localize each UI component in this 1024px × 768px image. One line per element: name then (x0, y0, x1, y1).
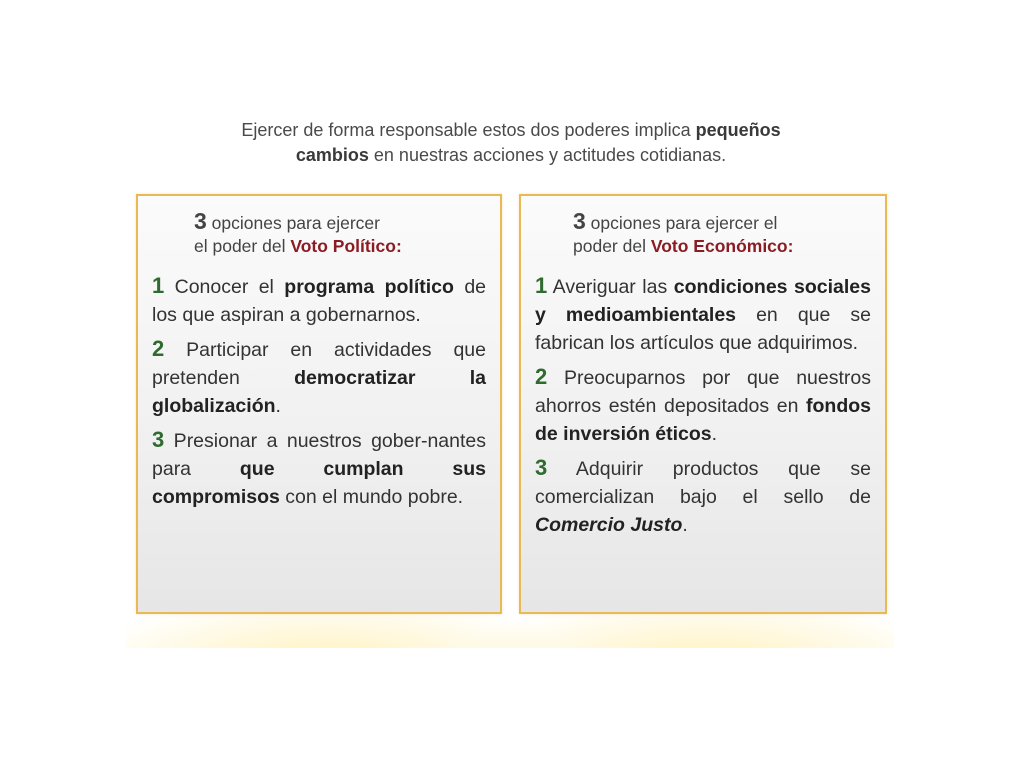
option-item-2 (152, 335, 486, 420)
option-number: 3 (152, 427, 165, 452)
option-text: Participar en actividades que pretenden (152, 339, 486, 389)
panel-voto-economico (519, 194, 887, 614)
option-text-end: con el mundo pobre. (279, 486, 464, 508)
option-text-end: de los que aspiran a gobernarnos. (152, 276, 487, 326)
option-bold: condiciones sociales y medioambientales (535, 276, 871, 326)
option-text-end: . (275, 395, 281, 417)
option-text: Averiguar las (547, 276, 674, 298)
panel-voto-politico (136, 194, 502, 614)
option-bold: que cumplan sus compromisos (152, 458, 486, 508)
intro-pre: Ejercer de forma responsable estos dos poderes implica (241, 120, 696, 140)
option-item-1 (152, 272, 486, 329)
intro-text (166, 118, 856, 168)
option-text-end: . (682, 514, 688, 536)
heading-line-1: opciones para ejercer (206, 213, 380, 233)
heading-highlight: Voto Político: (290, 236, 402, 256)
option-number: 1 (535, 273, 548, 298)
heading-number: 3 (194, 208, 207, 234)
option-text-end: en que se fabrican los artículos que adquirimos. (535, 304, 871, 354)
option-text: Preocuparnos por que nuestros ahorros estén depositados en (535, 367, 871, 417)
intro-post: en nuestras acciones y actitudes cotidianas. (368, 145, 727, 165)
option-text: Presionar a nuestros gober-nantes para (152, 430, 486, 480)
panel-heading (521, 210, 885, 258)
option-number: 2 (152, 336, 165, 361)
option-text: Adquirir productos que se comercializan bajo el sello de (535, 458, 871, 508)
option-number: 2 (535, 364, 548, 389)
option-bold: democratizar la globalización (152, 367, 486, 417)
option-text-end: . (711, 423, 718, 445)
intro-bold-1: pequeños (695, 120, 781, 140)
intro-bold-2: cambios (295, 145, 369, 165)
option-item-3 (152, 426, 486, 511)
option-bold: fondos de inversión éticos (535, 395, 871, 445)
infographic (126, 100, 894, 648)
option-text: Conocer el (164, 276, 285, 298)
option-item-3 (535, 454, 871, 539)
heading-number: 3 (573, 208, 586, 234)
heading-line-2: el poder del (194, 236, 291, 256)
option-item-2 (535, 363, 871, 448)
option-italic: Comercio Justo (535, 514, 683, 536)
panel-heading (138, 210, 500, 258)
option-item-1 (535, 272, 871, 357)
option-number: 3 (535, 455, 548, 480)
heading-line-1: opciones para ejercer el (585, 213, 778, 233)
option-bold: programa político (284, 276, 454, 298)
option-list (138, 272, 500, 511)
option-number: 1 (152, 273, 165, 298)
heading-line-2: poder del (573, 236, 651, 256)
option-list (521, 272, 885, 539)
heading-highlight: Voto Económico: (650, 236, 794, 256)
